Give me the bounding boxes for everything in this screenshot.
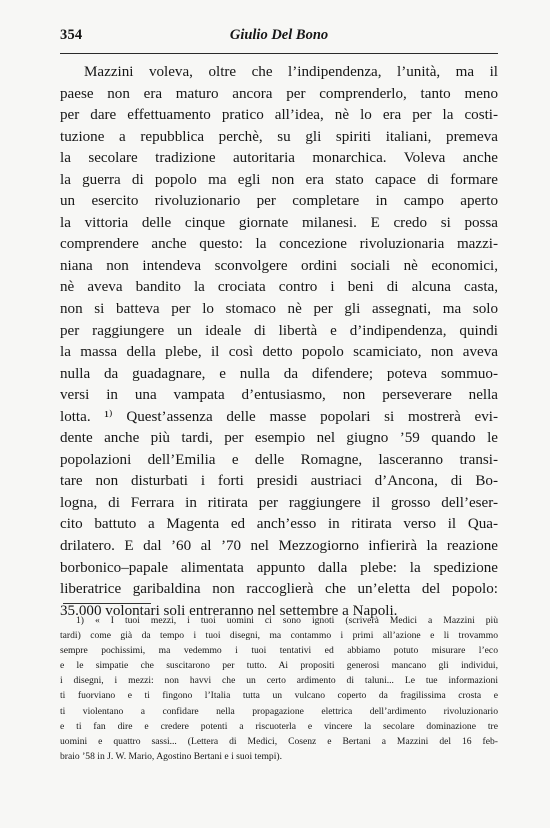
text-line: non si batteva per lo stomaco nè per gli assegnati, ma solo xyxy=(60,301,498,318)
text-line: la secolare tradizione autoritaria monarchica. Voleva anche xyxy=(60,150,498,167)
text-line: lotta. ¹⁾ Quest’assenza delle masse popolari si mostrerà evi- xyxy=(60,408,498,425)
text-line: cito battuto a Magenta ed anch’esso in ritirata verso il Qua- xyxy=(60,516,498,533)
text-line: un esercito rivoluzionario per completare in campo aperto xyxy=(60,193,498,210)
footnote-line: ti fuorviano e ti fingono l’Italia tutta un vulcano coperto da fragilissima crosta e xyxy=(60,690,498,702)
header-rule xyxy=(60,53,498,54)
text-line: Mazzini voleva, oltre che l’indipendenza, l’unità, ma il xyxy=(84,64,498,80)
page-header xyxy=(60,27,498,49)
text-line: tare non disturbati i forti presidi austriaci d’Ancona, di Bo- xyxy=(60,473,498,490)
text-line: comprendere anche questo: la concezione rivoluzionaria mazzi- xyxy=(60,236,498,253)
footnote-line: tardi) come già da tempo i tuoi disegni, ma contammo i primi all’azione e li trovammo xyxy=(60,630,498,642)
text-line: la vittoria delle cinque giornate milanesi. E credo si possa xyxy=(60,214,498,231)
text-line: liberatrice garibaldina non raccoglierà che un’eletta del popolo: xyxy=(60,581,498,598)
text-line: paese non era maturo ancora per comprenderlo, tanto meno xyxy=(60,85,498,102)
footnote-line: 1) « I tuoi mezzi, i tuoi uomini ci sono ignoti (scriverà Medici a Mazzini più xyxy=(76,615,498,626)
footnote-separator xyxy=(63,603,151,604)
footnote xyxy=(60,613,498,764)
running-title: Giulio Del Bono xyxy=(229,27,329,43)
text-line: la massa della plebe, il così detto popolo scamiciato, non aveva xyxy=(60,344,498,361)
footnote-line: i disegni, i mezzi: non havvi che un certo ardimento di taluni... Le tue informazioni xyxy=(60,675,498,687)
text-line: versi in una vampata d’entusiasmo, non perseverare nella xyxy=(60,387,498,404)
text-line: borbonico–papale alimentata appunto dalla plebe: la spedizione xyxy=(60,559,498,576)
text-line: nè aveva bandito la crociata contro i beni di alcuna casta, xyxy=(60,279,498,296)
text-line: tuzione a repubblica perchè, su gli spiriti italiani, premeva xyxy=(60,128,498,145)
page-number: 354 xyxy=(60,27,83,43)
footnote-line: e ti fan dire e credere potenti a riscuoterla e vincere la secolare dominazione tre xyxy=(60,720,498,732)
text-line: dente anche più tardi, per esempio nel giugno ’59 quando le xyxy=(60,430,498,447)
text-line: 35.000 volontari soli entreranno nel settembre a Napoli. xyxy=(60,602,398,619)
text-line: nulla da guadagnare, e nulla da difendere; poteva sommuo- xyxy=(60,365,498,382)
text-line: popolazioni dell’Emilia e delle Romagne, lasceranno transi- xyxy=(60,451,498,468)
text-line: logna, di Ferrara in ritirata per raggiungere il grosso dell’eser- xyxy=(60,494,498,511)
text-line: per dare effettuamento pratico all’idea, nè lo era per la costi- xyxy=(60,107,498,124)
text-line: per raggiungere un ideale di libertà e d’indipendenza, quindi xyxy=(60,322,498,339)
footnote-line: ti violentano a confidare nella propagazione elettrica dell’ardimento rivoluzionario xyxy=(60,705,498,717)
footnote-line: uomini e quattro sassi... (Lettera di Medici, Cosenz e Bertani a Mazzini del 16 feb- xyxy=(60,735,498,747)
body-text xyxy=(60,62,498,622)
text-line: drilatero. E dal ’60 al ’70 nel Mezzogiorno infierirà la reazione xyxy=(60,538,498,555)
footnote-line: e le simpatie che suscitarono per tutto. Ai propositi generosi mancano gli individui, xyxy=(60,660,498,672)
footnote-line: sempre pochissimi, ma vedemmo i tuoi tentativi ed abbiamo potuto misurare l’eco xyxy=(60,645,498,657)
text-line: la guerra di popolo ma egli non era stato capace di formare xyxy=(60,171,498,188)
footnote-line: braio ’58 in J. W. Mario, Agostino Bertani e i suoi tempi). xyxy=(60,750,282,762)
text-line: niana non intendeva sconvolgere ordini sociali nè economici, xyxy=(60,257,498,274)
